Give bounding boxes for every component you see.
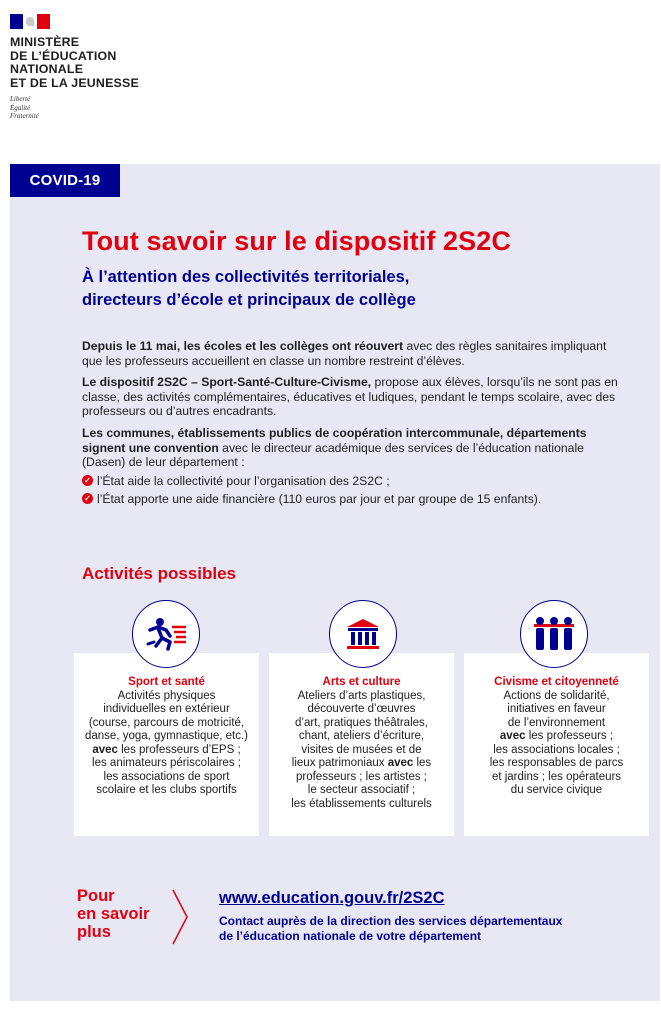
list-item: ✓ l’État aide la collectivité pour l’organisation des 2S2C ;	[82, 474, 622, 489]
activity-card-arts: Arts et culture Ateliers d’arts plastiques, découverte d’œuvres d’art, pratiques théâtrales, chant, ateliers d’écriture, visites de musées et de lieux patrimoniaux avec les professeurs ; les artistes ; le secteur associatif ; les établissements culturels	[269, 653, 454, 836]
card-title: Civisme et citoyenneté	[494, 676, 619, 688]
activity-card-civism: Civisme et citoyenneté Actions de solidarité, initiatives en faveur de l’environnement avec les professeurs ; les associations locales ; les responsables de parcs et jardins ; les opérateurs du service civique	[464, 653, 649, 836]
learn-more-label: Pour en savoir plus	[77, 887, 150, 941]
covid-badge: COVID-19	[10, 164, 120, 197]
list-item: ✓ l’État apporte une aide financière (110 euros par jour et par groupe de 15 enfants).	[82, 492, 622, 507]
ministry-logo	[10, 14, 180, 121]
paragraph: Depuis le 11 mai, les écoles et les collèges ont réouvert avec des règles sanitaires impliquant que les professeurs accueillent en classe un nombre restreint d’élèves.	[82, 339, 607, 368]
card-title: Sport et santé	[128, 676, 205, 688]
chevron-right-icon	[170, 888, 190, 946]
museum-icon	[329, 600, 397, 668]
paragraph: Le dispositif 2S2C – Sport-Santé-Culture-Civisme, propose aux élèves, lorsqu’ils ne sont pas en classe, des activités complémentaires, éducatives et ludiques, pendant le temps scolaire, avec des professeurs ou d’autres encadrants.	[82, 375, 618, 419]
check-icon: ✓	[82, 475, 93, 486]
marianne-flag-icon	[10, 14, 50, 29]
check-icon: ✓	[82, 493, 93, 504]
activity-card-sport: Sport et santé Activités physiques individuelles en extérieur (course, parcours de motricité, danse, yoga, gymnastique, etc.) avec les professeurs d’EPS ; les animateurs périscolaires ; les associations de sport scolaire et les clubs sportifs	[74, 653, 259, 836]
paragraph: Les communes, établissements publics de coopération intercommunale, départements signent une convention avec le directeur académique des services de l’éducation nationale (Dasen) de leur département :	[82, 425, 587, 470]
section-title: Activités possibles	[82, 564, 237, 583]
republic-motto: Liberté Égalité Fraternité	[10, 95, 39, 120]
check-list	[82, 474, 622, 507]
contact-text: Contact auprès de la direction des services départementaux de l’éducation nationale de votre département	[219, 914, 563, 943]
intro-text	[82, 339, 622, 511]
card-title: Arts et culture	[322, 676, 401, 688]
running-person-icon	[132, 600, 200, 668]
people-group-icon	[520, 600, 588, 668]
ministry-name: MINISTÈRE DE L’ÉDUCATION NATIONALE ET DE LA JEUNESSE	[10, 35, 139, 90]
website-link[interactable]: www.education.gouv.fr/2S2C	[219, 889, 445, 907]
page-title: Tout savoir sur le dispositif 2S2C	[82, 226, 511, 256]
page-subtitle: À l’attention des collectivités territoriales, directeurs d’école et principaux de collège	[82, 268, 416, 309]
